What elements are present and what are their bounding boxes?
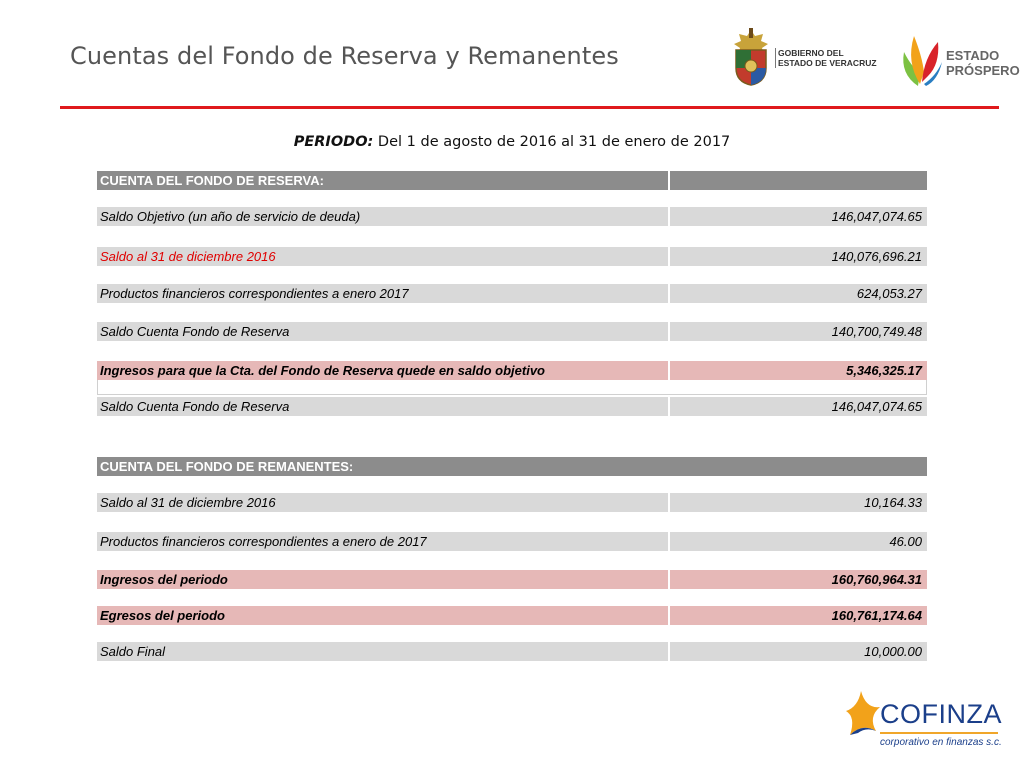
row-separator (97, 380, 927, 395)
periodo-text: Del 1 de agosto de 2016 al 31 de enero de 2017 (373, 134, 731, 150)
table-row (97, 397, 927, 416)
row-label: Saldo Final (97, 642, 668, 661)
periodo-line (0, 134, 1024, 150)
row-label: Ingresos del periodo (97, 570, 668, 589)
page-title: Cuentas del Fondo de Reserva y Remanentes (70, 42, 619, 70)
gobierno-logo-text: GOBIERNO DEL ESTADO DE VERACRUZ (778, 48, 877, 68)
table-row (97, 606, 927, 625)
row-label: Ingresos para que la Cta. del Fondo de Reserva quede en saldo objetivo (97, 361, 668, 380)
table-row (97, 532, 927, 551)
row-label: Saldo al 31 de diciembre 2016 (97, 493, 668, 512)
table-row (97, 247, 927, 266)
table-row (97, 642, 927, 661)
row-value: 10,164.33 (670, 493, 927, 512)
row-value: 140,076,696.21 (670, 247, 927, 266)
gobierno-veracruz-logo (728, 28, 888, 88)
cofinza-star-icon (836, 689, 886, 745)
row-label: Saldo Cuenta Fondo de Reserva (97, 322, 668, 341)
cofinza-logo (832, 685, 1007, 763)
reserva-header: CUENTA DEL FONDO DE RESERVA: (97, 171, 927, 190)
row-label: Saldo Cuenta Fondo de Reserva (97, 397, 668, 416)
table-row (97, 570, 927, 589)
table-row (97, 284, 927, 303)
periodo-label: PERIODO: (293, 134, 374, 150)
estado-prospero-mark-icon (898, 28, 944, 88)
estado-prospero-logo (898, 28, 1018, 88)
row-value: 146,047,074.65 (670, 207, 927, 226)
row-value: 46.00 (670, 532, 927, 551)
row-label: Productos financieros correspondientes a enero de 2017 (97, 532, 668, 551)
remanentes-header: CUENTA DEL FONDO DE REMANENTES: (97, 457, 927, 476)
cofinza-tagline: corporativo en finanzas s.c. (880, 737, 1002, 748)
row-value: 5,346,325.17 (670, 361, 927, 380)
table-row (97, 493, 927, 512)
row-value: 146,047,074.65 (670, 397, 927, 416)
estado-prospero-text: ESTADO PRÓSPERO (946, 48, 1020, 78)
table-row (97, 322, 927, 341)
row-label: Saldo al 31 de diciembre 2016 (97, 247, 668, 266)
table-row (97, 361, 927, 380)
row-value: 10,000.00 (670, 642, 927, 661)
row-value: 140,700,749.48 (670, 322, 927, 341)
row-label: Productos financieros correspondientes a enero 2017 (97, 284, 668, 303)
row-label: Saldo Objetivo (un año de servicio de deuda) (97, 207, 668, 226)
row-value: 624,053.27 (670, 284, 927, 303)
header-divider (60, 106, 999, 109)
veracruz-shield-icon (728, 28, 774, 86)
cofinza-name: COFINZA (880, 699, 1002, 729)
row-value: 160,761,174.64 (670, 606, 927, 625)
row-value: 160,760,964.31 (670, 570, 927, 589)
table-row (97, 207, 927, 226)
row-label: Egresos del periodo (97, 606, 668, 625)
